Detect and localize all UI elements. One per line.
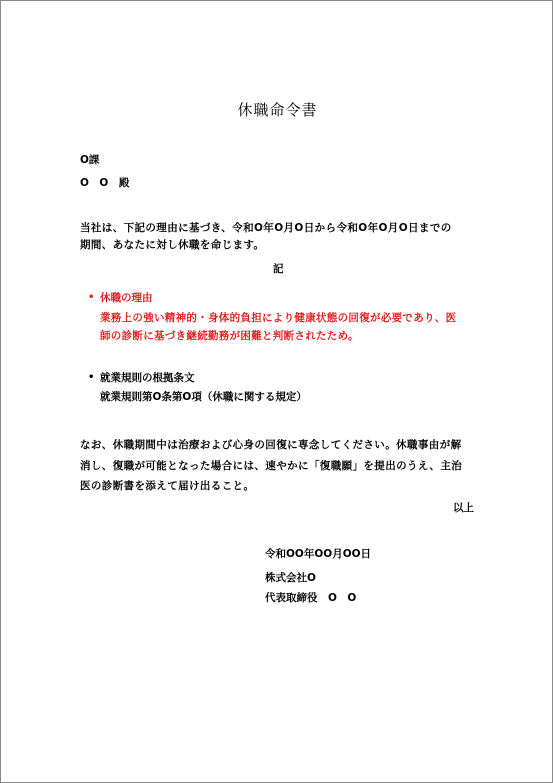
recipient-name: O O 殿 — [80, 177, 130, 189]
recipient-department: O課 — [80, 154, 100, 166]
company-name: 株式会社O — [265, 572, 316, 584]
note-line-3: 医の診断書を添えて届け出ること。 — [80, 480, 255, 492]
body-line-1: 当社は、下記の理由に基づき、令和O年O月O日から令和O年O月O日までの — [80, 222, 452, 234]
issue-date: 令和OO年OO月OO日 — [265, 548, 372, 560]
ki-heading: 記 — [273, 263, 284, 275]
closing-text: 以上 — [453, 502, 474, 514]
bullet-icon: • — [88, 292, 95, 303]
reason-heading: 休職の理由 — [100, 292, 153, 304]
reason-line-1: 業務上の強い精神的・身体的負担により健康状態の回復が必要であり、医 — [100, 312, 457, 324]
note-line-2: 消し、復職が可能となった場合には、速やかに「復職願」を提出のうえ、主治 — [80, 460, 463, 472]
rule-text: 就業規則第O条第O項（休職に関する規定） — [100, 391, 307, 403]
reason-line-2: 師の診断に基づき継続勤務が困難と判断されたため。 — [100, 330, 359, 342]
note-line-1: なお、休職期間中は治療および心身の回復に専念してください。休職事由が解 — [80, 439, 462, 451]
bullet-icon: • — [88, 372, 95, 383]
rule-heading: 就業規則の根拠条文 — [100, 372, 195, 384]
body-line-2: 期間、あなたに対し休職を命じます。 — [80, 239, 265, 251]
representative-name: 代表取締役 O O — [265, 592, 357, 604]
document-title: 休職命令書 — [237, 101, 318, 119]
